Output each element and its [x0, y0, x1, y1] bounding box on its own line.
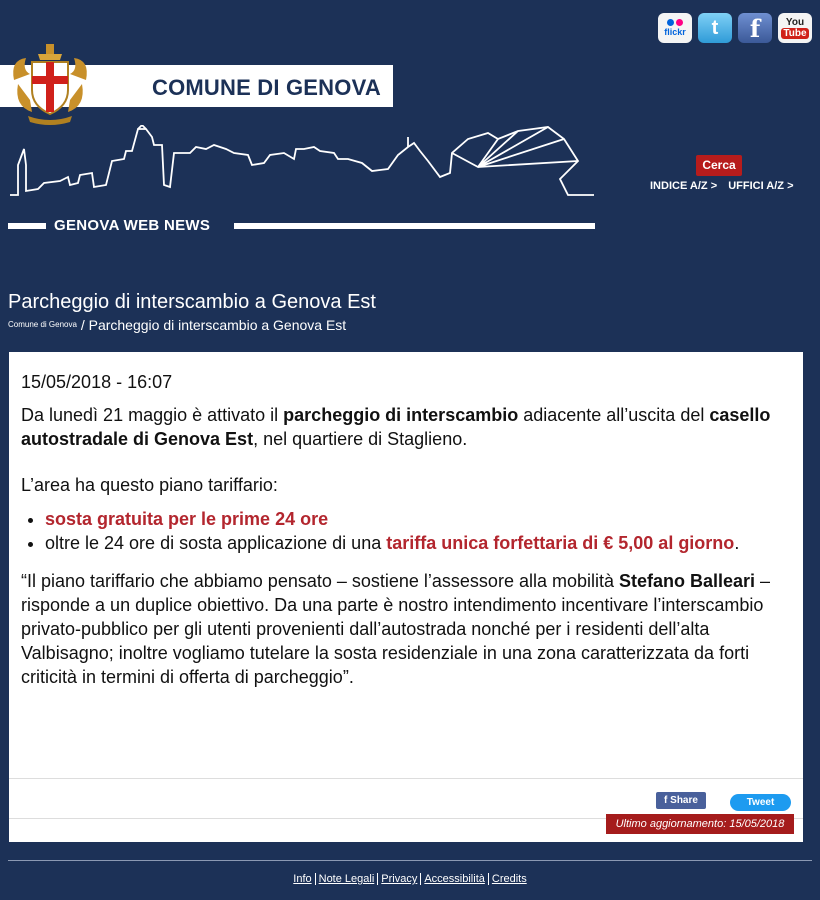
flickr-label: flickr [664, 27, 686, 37]
youtube-top: You [785, 17, 805, 28]
p1-bold-d: casello autostradale di Genova Est [21, 405, 771, 449]
rates-list-item [45, 531, 791, 555]
rates-list [21, 507, 791, 555]
bullet1-text: sosta gratuita per le prime 24 ore [45, 509, 329, 529]
web-news-label[interactable]: GENOVA WEB NEWS [54, 217, 211, 234]
page-title: Parcheggio di interscambio a Genova Est [8, 291, 376, 313]
bullet2-text-a: oltre le 24 ore di sosta applicazione di una [45, 533, 387, 553]
flickr-icon[interactable] [658, 13, 692, 43]
index-az-link[interactable]: INDICE A/Z > [650, 180, 718, 192]
p1-text-e: , nel quartiere di Staglieno. [253, 429, 468, 449]
breadcrumb-home[interactable]: Comune di Genova [8, 320, 77, 329]
youtube-icon[interactable] [778, 13, 812, 43]
top-links [650, 180, 802, 192]
search-button[interactable]: Cerca [696, 155, 742, 176]
p3-bold-b: Stefano Balleari [619, 571, 756, 591]
youtube-bottom: Tube [783, 28, 807, 39]
p1-text-c: adiacente all’uscita del [518, 405, 710, 425]
twitter-icon[interactable] [698, 13, 732, 43]
article-date: 15/05/2018 - 16:07 [21, 372, 173, 392]
p1-text-a: Da lunedì 21 maggio è attivato il [21, 405, 284, 425]
breadcrumb-current: Parcheggio di interscambio a Genova Est [88, 317, 347, 333]
facebook-icon[interactable] [738, 13, 772, 43]
genova-crest-logo[interactable] [8, 40, 92, 126]
article-card [9, 352, 803, 842]
card-divider [9, 778, 803, 779]
last-updated-badge: Ultimo aggiornamento: 15/05/2018 [606, 814, 794, 834]
article-paragraph-2: L’area ha questo piano tariffario: [21, 475, 278, 495]
footer-link-info[interactable]: Info [293, 873, 312, 885]
offices-az-link[interactable]: UFFICI A/Z > [728, 180, 794, 192]
facebook-share-button[interactable]: f Share [656, 792, 706, 809]
breadcrumb-separator: / [80, 317, 85, 333]
web-news-line-left [8, 223, 46, 229]
footer-link-accessibility[interactable]: Accessibilità [420, 873, 488, 885]
social-links [658, 13, 812, 43]
footer-links [0, 873, 820, 885]
footer-link-legal[interactable]: Note Legali [315, 873, 378, 885]
footer-rule [8, 860, 812, 861]
web-news-line-right [234, 223, 595, 229]
rates-list-item [45, 507, 791, 531]
p3-text-a: “Il piano tariffario che abbiamo pensato – sostiene l’assessore alla mobilità [21, 571, 619, 591]
bullet2-text-c: . [734, 533, 740, 553]
city-skyline-illustration [8, 125, 598, 200]
bullet2-red-text: tariffa unica forfettaria di € 5,00 al giorno [386, 533, 735, 553]
web-news-bar [8, 217, 595, 235]
twitter-tweet-button[interactable]: Tweet [730, 794, 791, 811]
footer-link-credits[interactable]: Credits [488, 873, 530, 885]
breadcrumb [8, 317, 346, 333]
facebook-glyph: f [749, 13, 761, 43]
article-paragraph-3 [21, 569, 791, 689]
p1-bold-b: parcheggio di interscambio [283, 405, 519, 425]
site-title[interactable]: COMUNE DI GENOVA [152, 75, 381, 100]
p3-text-c: – risponde a un duplice obiettivo. Da una parte è nostro intendimento incentivare l’interscambio privato-pubblico per gli utenti provenienti dall’autostrada nonché per i residenti dell’alta Valbisagno; inoltre vogliamo tutelare la sosta residenziale in una zona caratterizzata da forti criticità in termini di offerta di parcheggio”. [21, 571, 771, 687]
footer-link-privacy[interactable]: Privacy [377, 873, 420, 885]
article-paragraph-1 [21, 403, 791, 451]
twitter-glyph: t [711, 16, 719, 39]
